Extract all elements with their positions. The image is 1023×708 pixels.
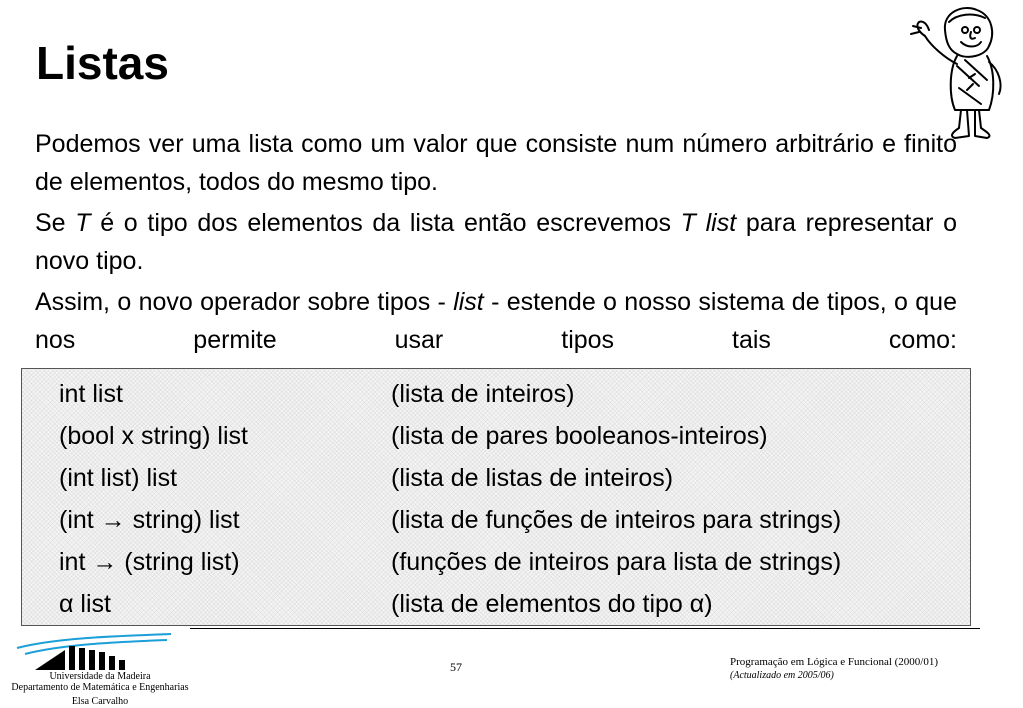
p3-text-b: - estende o nosso sistema de tipos, o que nos permite usar tipos tais como: xyxy=(35,288,957,354)
example-type: int → (string list) xyxy=(59,548,240,576)
caveman-cartoon-icon xyxy=(905,0,1015,150)
footer-course: Programação em Lógica e Funcional (2000/01) xyxy=(730,656,939,668)
page-number: 57 xyxy=(450,660,462,674)
example-description: (lista de funções de inteiros para strings) xyxy=(391,506,842,534)
example-type: (int → string) list xyxy=(59,506,240,534)
example-description: (funções de inteiros para lista de strings) xyxy=(391,548,842,576)
footer-divider xyxy=(190,628,980,629)
university-logo-icon xyxy=(15,632,175,672)
footer-department: Departamento de Matemática e Engenharias xyxy=(11,682,189,693)
footer-university: Universidade da Madeira xyxy=(49,671,151,682)
p3-text-a: Assim, o novo operador sobre tipos - xyxy=(35,288,454,316)
example-type: (bool x string) list xyxy=(59,422,248,450)
p2-text-a: Se xyxy=(35,209,76,237)
slide-title: Listas xyxy=(36,37,169,89)
example-type: int list xyxy=(59,380,123,408)
p2-type-T: T xyxy=(75,209,91,237)
example-type: α list xyxy=(59,590,111,618)
p2-text-b: é o tipo dos elementos da lista então escrevemos xyxy=(90,209,681,237)
example-description: (lista de inteiros) xyxy=(391,380,575,408)
example-description: (lista de listas de inteiros) xyxy=(391,464,674,492)
paragraph-operator xyxy=(35,283,957,359)
p3-list-keyword: list xyxy=(453,288,484,316)
p2-type-T-list: T list xyxy=(680,209,737,237)
example-description: (lista de pares booleanos-inteiros) xyxy=(391,422,768,450)
examples-box xyxy=(21,368,971,626)
footer-updated: (Actualizado em 2005/06) xyxy=(730,670,834,681)
footer-author: Elsa Carvalho xyxy=(71,696,129,707)
paragraph-definition: Podemos ver uma lista como um valor que consiste num número arbitrário e finito de elementos, todos do mesmo tipo. xyxy=(35,130,957,196)
example-description: (lista de elementos do tipo α) xyxy=(391,590,713,618)
p2-text-c: para representar o novo tipo. xyxy=(35,209,958,275)
example-type: (int list) list xyxy=(59,464,178,492)
paragraph-notation xyxy=(35,204,957,280)
